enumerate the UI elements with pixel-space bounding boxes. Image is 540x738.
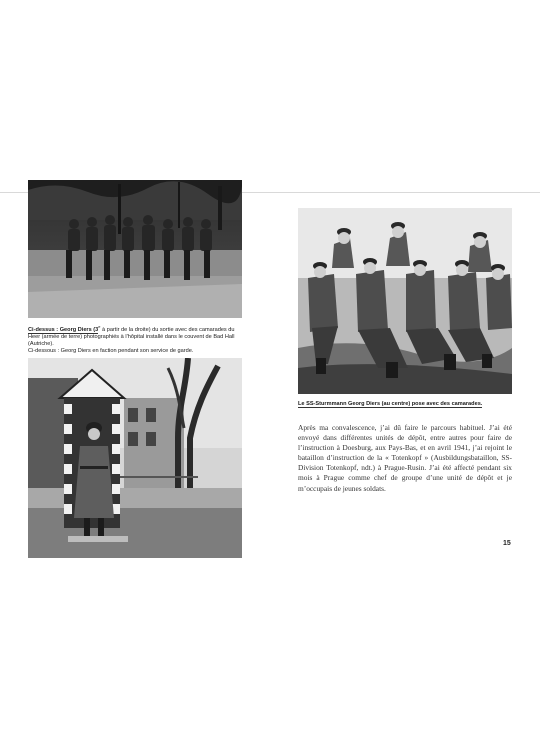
group-photo-caption xyxy=(28,323,242,348)
body-paragraph: Après ma convalescence, j’ai dû faire le parcours habituel. J’ai été envoyé dans différentes unités de dépôt, entre autres pour faire de l’instruction à Doesburg, aux Pays-Bas, et en avril 1941, j’ai rejoint le bataillon d’instruction de la « Totenkopf » (Ausbildungsbataillon, SS-Division Totenkopf, ndt.) à Prague-Rusin. J’ai été affecté pendant six mois à Prague comme chef de groupe d’une unité de dépôt et je m’occupais de jeunes soldats. xyxy=(298,423,512,493)
caption-lead: Ci-dessous : Georg Diers en faction pendant son service de garde. xyxy=(28,348,194,354)
sentry-guard-photo xyxy=(28,358,242,558)
comrades-photo-caption xyxy=(298,401,512,408)
group-soldiers-photo xyxy=(28,180,242,318)
caption-rest: à partir de la droite) du sortie avec des camarades du Heer (armée de terre) photographiés à l’hôpital installé dans le couvent de Bad Hall (Autriche). xyxy=(28,326,235,347)
caption-lead: Le SS-Sturmmann Georg Diers (au centre) pose avec des camarades. xyxy=(298,401,483,407)
caption-superscript: e xyxy=(98,324,101,329)
comrades-photo xyxy=(298,208,512,394)
page-number: 15 xyxy=(503,540,511,547)
sentry-photo-caption xyxy=(28,348,242,355)
caption-lead: Ci-dessus : Georg Diers (3 xyxy=(28,326,99,333)
